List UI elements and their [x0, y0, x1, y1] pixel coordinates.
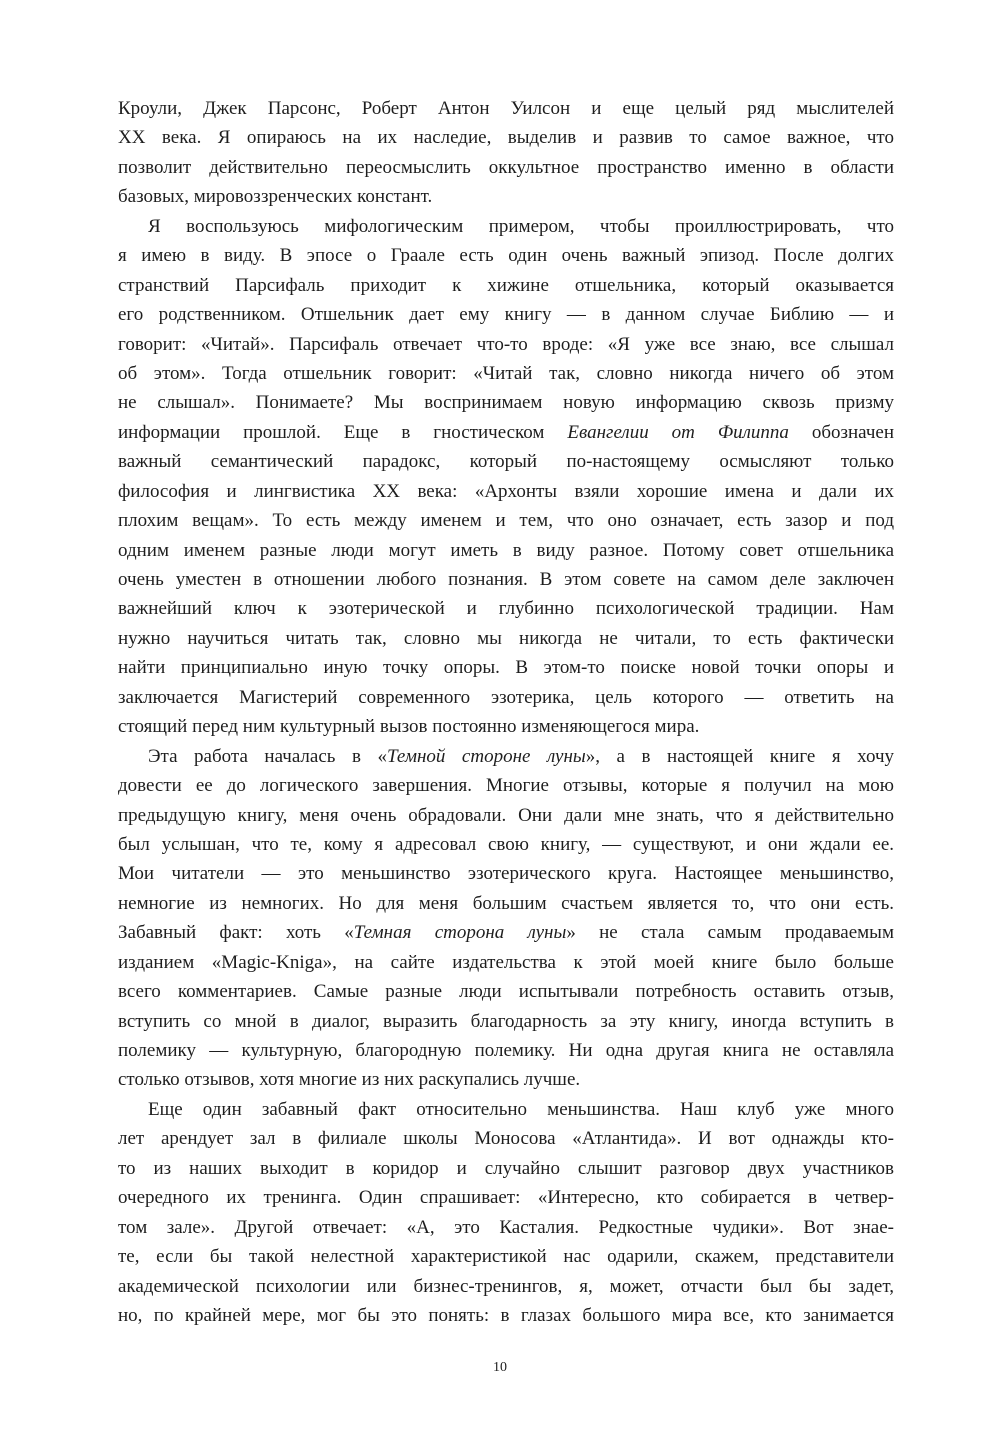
italic-title: Евангелии от Филиппа [567, 421, 789, 443]
text-segment: заключается Магистерий современного эзотерика, цель которого — ответить на [118, 686, 894, 708]
text-line [118, 830, 894, 859]
text-segment: вступить со мной в диалог, выразить благодарность за эту книгу, иногда вступить в [118, 1010, 894, 1032]
text-segment: я имею в виду. В эпосе о Граале есть один очень важный эпизод. После долгих [118, 245, 894, 267]
text-line [118, 565, 894, 594]
text-line [118, 889, 894, 918]
text-segment: плохим вещам». То есть между именем и тем, что оно означает, есть зазор и под [118, 510, 894, 532]
text-segment: не слышал». Понимаете? Мы воспринимаем новую информацию сквозь призму [118, 392, 894, 414]
text-segment: Еще один забавный факт относительно меньшинства. Наш клуб уже много [148, 1098, 894, 1120]
text-line [118, 1154, 894, 1183]
text-segment: довести ее до логического завершения. Многие отзывы, которые я получил на мою [118, 775, 894, 797]
text-line [118, 977, 894, 1006]
text-segment: философия и лингвистика XX века: «Архонты взяли хорошие имена и дали их [118, 480, 894, 502]
text-segment: информации прошлой. Еще в гностическом [118, 421, 568, 443]
text-line [118, 683, 894, 712]
text-segment: то из наших выходит в коридор и случайно слышит разговор двух участников [118, 1157, 894, 1179]
italic-title: Темная сторона луны [353, 922, 567, 944]
text-segment: изданием «Magic-Kniga», на сайте издательства к этой моей книге было больше [118, 951, 894, 973]
text-segment: полемику — культурную, благородную полемику. Ни одна другая книга не оставляла [118, 1040, 894, 1061]
text-segment: », а в настоящей книге я хочу [585, 745, 894, 767]
text-line [118, 536, 894, 565]
text-line [118, 948, 894, 977]
text-segment: Мои читатели — это меньшинство эзотерического круга. Настоящее меньшинство, [118, 863, 894, 885]
text-line [118, 1242, 894, 1271]
text-segment: XX века. Я опираюсь на их наследие, выделив и развив то самое важное, что [118, 127, 894, 149]
text-segment: лет арендует зал в филиале школы Моносова «Атлантида». И вот однажды кто- [118, 1128, 894, 1150]
text-line [118, 594, 894, 623]
text-line [118, 1301, 894, 1330]
text-segment: очередного их тренинга. Один спрашивает: «Интересно, кто собирается в четвер- [118, 1187, 894, 1209]
text-line [118, 241, 894, 270]
text-line [118, 212, 894, 241]
paragraph [118, 742, 894, 1095]
paragraph [118, 94, 894, 212]
text-line [118, 418, 894, 447]
text-line [118, 1007, 894, 1036]
text-line [118, 447, 894, 476]
text-segment: важнейший ключ к эзотерической и глубинно психологической традиции. Нам [118, 598, 894, 620]
text-segment: Я воспользуюсь мифологическим примером, чтобы проиллюстрировать, что [148, 215, 894, 237]
text-line [118, 506, 894, 535]
text-segment: Эта работа началась в « [148, 745, 387, 767]
text-line [118, 859, 894, 888]
text-segment: базовых, мировоззренческих констант. [118, 186, 433, 208]
text-segment: том зале». Другой отвечает: «А, это Касталия. Редкостные чудики». Вот знае- [118, 1216, 894, 1238]
body-text [118, 94, 894, 1330]
text-line [118, 271, 894, 300]
text-segment: те, если бы такой нелестной характеристикой нас одарили, скажем, представители [118, 1246, 894, 1268]
text-line [118, 388, 894, 417]
text-line [118, 1124, 894, 1153]
text-line [118, 1213, 894, 1242]
paragraph [118, 1095, 894, 1331]
text-line [118, 1036, 894, 1065]
text-line [118, 1065, 894, 1094]
text-line [118, 653, 894, 682]
page-number: 10 [493, 1360, 507, 1375]
text-line [118, 153, 894, 182]
text-segment: об этом». Тогда отшельник говорит: «Читай так, словно никогда ничего об этом [118, 362, 894, 384]
text-line [118, 918, 894, 947]
text-segment: странствий Парсифаль приходит к хижине отшельника, который оказывается [118, 274, 894, 296]
text-line [118, 742, 894, 771]
text-segment: столько отзывов, хотя многие из них раскупались лучше. [118, 1069, 581, 1091]
text-line [118, 300, 894, 329]
text-segment: немногие из немногих. Но для меня большим счастьем является то, что они есть. [118, 892, 894, 914]
text-segment: нужно научиться читать так, словно мы никогда не читали, то есть фактически [118, 627, 894, 649]
text-segment: найти принципиально иную точку опоры. В этом-то поиске новой точки опоры и [118, 657, 894, 679]
text-line [118, 712, 894, 741]
text-segment: Кроули, Джек Парсонс, Роберт Антон Уилсон и еще целый ряд мыслителей [118, 98, 894, 119]
text-segment: позволит действительно переосмыслить оккультное пространство именно в области [118, 156, 894, 178]
text-segment: говорит: «Читай». Парсифаль отвечает что-то вроде: «Я уже все знаю, все слышал [118, 333, 894, 355]
text-segment: » не стала самым продаваемым [566, 922, 894, 944]
text-segment: очень уместен в отношении любого познания. В этом совете на самом деле заключен [118, 569, 894, 590]
text-segment: предыдущую книгу, меня очень обрадовали. Они дали мне знать, что я действительно [118, 804, 894, 826]
text-segment: его родственником. Отшельник дает ему книгу — в данном случае Библию — и [118, 304, 894, 326]
text-segment: важный семантический парадокс, который по-настоящему осмысляют только [118, 451, 894, 473]
text-line [118, 801, 894, 830]
text-line [118, 1272, 894, 1301]
text-segment: был услышан, что те, кому я адресовал свою книгу, — существуют, и они ждали ее. [118, 833, 894, 855]
text-line [118, 1095, 894, 1124]
text-segment: одним именем разные люди могут иметь в виду разное. Потому совет отшельника [118, 539, 894, 561]
italic-title: Темной стороне луны [387, 745, 586, 767]
text-line [118, 330, 894, 359]
text-line [118, 1183, 894, 1212]
text-segment: обозначен [788, 421, 894, 443]
text-segment: стоящий перед ним культурный вызов постоянно изменяющегося мира. [118, 716, 700, 738]
text-segment: всего комментариев. Самые разные люди испытывали потребность оставить отзыв, [118, 981, 894, 1003]
text-line [118, 94, 894, 123]
text-segment: академической психологии или бизнес-тренингов, я, может, отчасти был бы задет, [118, 1275, 894, 1297]
text-segment: но, по крайней мере, мог бы это понять: в глазах большого мира все, кто занимается [118, 1304, 894, 1326]
text-line [118, 359, 894, 388]
text-line [118, 477, 894, 506]
text-segment: Забавный факт: хоть « [118, 922, 354, 944]
text-line [118, 182, 894, 211]
text-line [118, 771, 894, 800]
paragraph [118, 212, 894, 742]
text-line [118, 624, 894, 653]
text-line [118, 123, 894, 152]
